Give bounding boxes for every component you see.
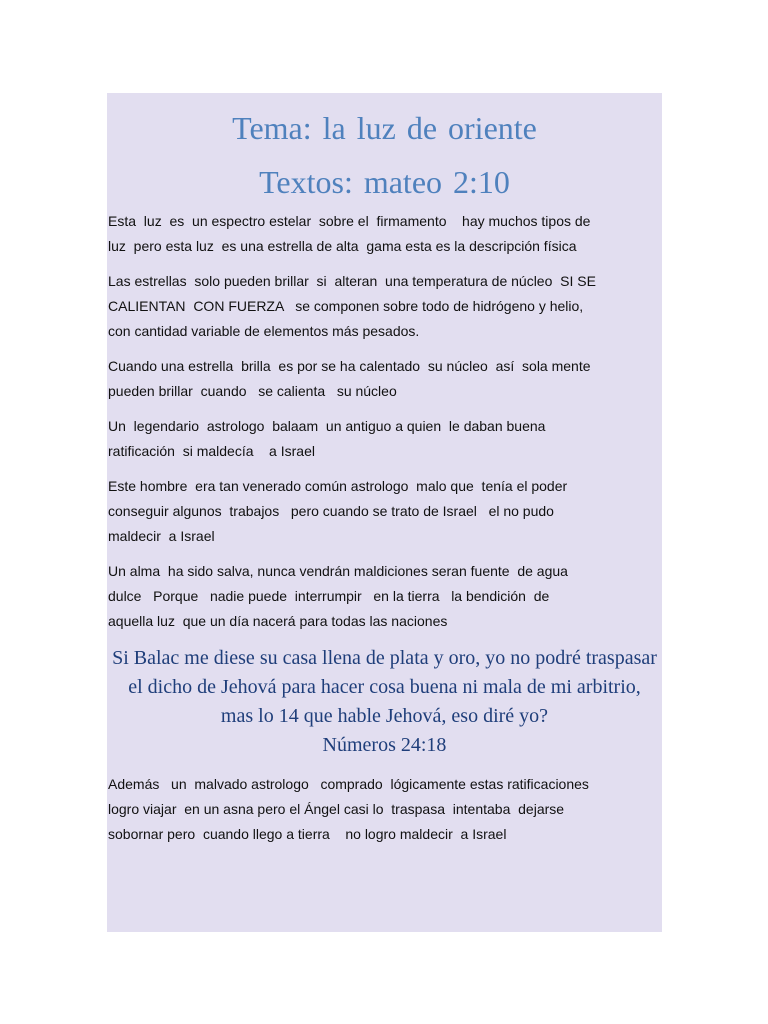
document-page — [107, 93, 662, 932]
scripture-quote — [107, 644, 662, 760]
closing-paragraph: Además un malvado astrologo comprado lógicamente estas ratificaciones logro viajar en un asna pero el Ángel casi lo traspasa intentaba dejarse sobornar pero cuando llego a tierra no logro maldecir a Israel — [108, 776, 589, 842]
document-subtitle: Textos: mateo 2:10 — [259, 164, 510, 200]
quote-text: Si Balac me diese su casa llena de plata y oro, yo no podré traspasar el dicho de Jehová para hacer cosa buena ni mala de mi arbitrio, mas lo 14 que hable Jehová, eso diré yo? — [112, 647, 657, 727]
paragraph-6: Un alma ha sido salva, nunca vendrán maldiciones seran fuente de agua dulce Porque nadie puede interrumpir en la tierra la bendición de aquella luz que un día nacerá para todas las naciones — [108, 563, 568, 629]
document-title: Tema: la luz de oriente — [232, 110, 537, 146]
paragraph-2: Las estrellas solo pueden brillar si alteran una temperatura de núcleo SI SE CALIENTAN CON FUERZA se componen sobre todo de hidrógeno y helio, con cantidad variable de elementos más pesados. — [108, 273, 596, 339]
paragraph-3: Cuando una estrella brilla es por se ha calentado su núcleo así sola mente pueden brillar cuando se calienta su núcleo — [108, 358, 591, 399]
paragraph-5: Este hombre era tan venerado común astrologo malo que tenía el poder conseguir algunos trabajos pero cuando se trato de Israel el no pudo maldecir a Israel — [108, 478, 568, 544]
quote-reference: Números 24:18 — [322, 734, 447, 756]
paragraph-4: Un legendario astrologo balaam un antiguo a quien le daban buena ratificación si maldecía a Israel — [108, 418, 546, 459]
paragraph-1: Esta luz es un espectro estelar sobre el firmamento hay muchos tipos de luz pero esta luz es una estrella de alta gama esta es la descripción física — [108, 213, 591, 254]
